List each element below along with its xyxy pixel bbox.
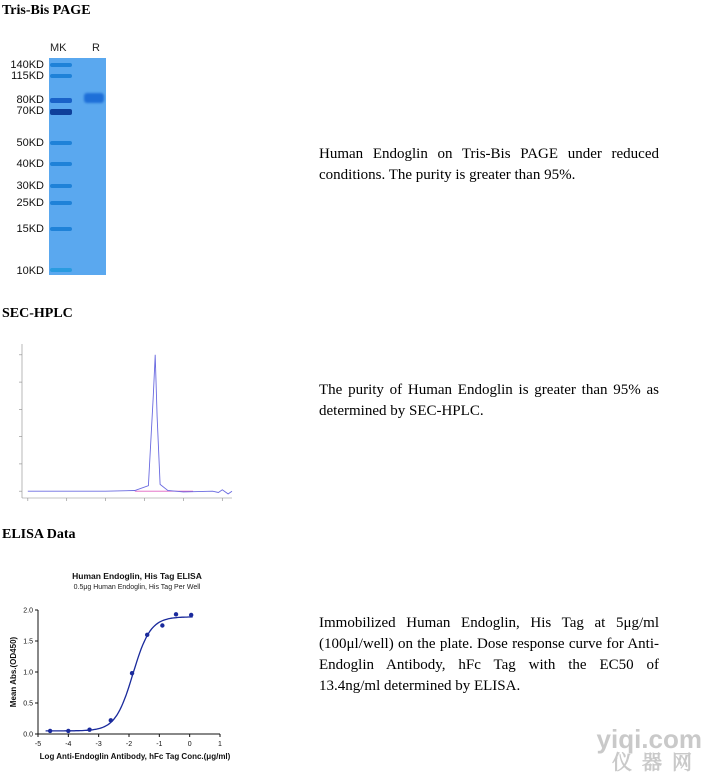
- elisa-y-label: Mean Abs.(OD450): [9, 636, 18, 708]
- gel-background: [49, 58, 106, 275]
- page-description: Human Endoglin on Tris-Bis PAGE under reduced conditions. The purity is greater than 95%.: [319, 146, 659, 183]
- marker-band: [50, 141, 72, 145]
- marker-label: 115KD: [11, 70, 44, 82]
- elisa-x-tick-label: -5: [34, 741, 42, 748]
- marker-label: 30KD: [16, 180, 44, 192]
- marker-label: 50KD: [16, 137, 44, 149]
- hplc-section-title: SEC-HPLC: [2, 306, 73, 321]
- elisa-y-tick-label: 0.5: [23, 700, 33, 708]
- elisa-chart-subtitle: 0.5μg Human Endoglin, His Tag Per Well: [73, 584, 201, 591]
- marker-band: [50, 162, 72, 166]
- marker-band: [50, 227, 72, 231]
- marker-band: [50, 201, 72, 205]
- hplc-chart: [8, 340, 234, 510]
- sample-band: [84, 93, 104, 103]
- elisa-y-tick-label: 0.0: [23, 731, 33, 739]
- elisa-y-tick-label: 2.0: [23, 607, 33, 615]
- marker-label: 25KD: [16, 197, 44, 209]
- elisa-x-tick-label: -4: [65, 741, 72, 748]
- elisa-chart: [0, 562, 250, 768]
- marker-label: 140KD: [10, 59, 44, 71]
- elisa-section-title: ELISA Data: [2, 527, 76, 542]
- hplc-description: The purity of Human Endoglin is greater than 95% as determined by SEC-HPLC.: [319, 382, 659, 419]
- elisa-y-tick-label: 1.5: [23, 638, 33, 646]
- elisa-x-tick-label: 1: [218, 741, 222, 748]
- watermark-logo: yiqi.com 仪器网: [596, 724, 702, 774]
- lane-label-mk: MK: [50, 42, 67, 54]
- hplc-trace: [28, 355, 232, 494]
- elisa-description: Immobilized Human Endoglin, His Tag at 5μg/ml (100μl/well) on the plate. Dose response curve for Anti-Endoglin Antibody, hFc Tag with the EC50 of 13.4ng/ml determined by ELISA.: [319, 615, 659, 694]
- elisa-data-point: [48, 729, 52, 733]
- lane-label-r: R: [92, 42, 100, 54]
- elisa-data-point: [130, 671, 134, 675]
- marker-band: [50, 63, 72, 67]
- elisa-x-tick-label: -3: [95, 741, 102, 748]
- elisa-x-tick-label: -2: [125, 741, 133, 748]
- elisa-data-point: [189, 613, 193, 617]
- elisa-fit-curve: [46, 617, 193, 731]
- elisa-x-tick-label: 0: [187, 741, 192, 748]
- elisa-y-tick-label: 1.0: [23, 669, 33, 677]
- elisa-data-point: [109, 718, 113, 722]
- elisa-data-point: [160, 623, 164, 627]
- page-section-title: Tris-Bis PAGE: [2, 3, 91, 18]
- marker-band: [50, 184, 72, 188]
- marker-label: 15KD: [16, 223, 44, 235]
- elisa-data-point: [87, 727, 91, 731]
- elisa-x-tick-label: -1: [156, 741, 163, 748]
- elisa-chart-title: Human Endoglin, His Tag ELISA: [72, 571, 202, 581]
- elisa-x-label: Log Anti-Endoglin Antibody, hFc Tag Conc.(μg/ml): [39, 752, 231, 761]
- elisa-data-point: [66, 729, 70, 733]
- marker-label: 10KD: [16, 265, 44, 277]
- marker-label: 70KD: [16, 105, 44, 117]
- marker-band: [50, 268, 72, 272]
- marker-label: 80KD: [16, 94, 44, 106]
- marker-label: 40KD: [16, 158, 44, 170]
- marker-band: [50, 74, 72, 78]
- marker-band: [50, 98, 72, 103]
- elisa-data-point: [145, 633, 149, 637]
- marker-band: [50, 109, 72, 115]
- elisa-data-point: [174, 612, 178, 616]
